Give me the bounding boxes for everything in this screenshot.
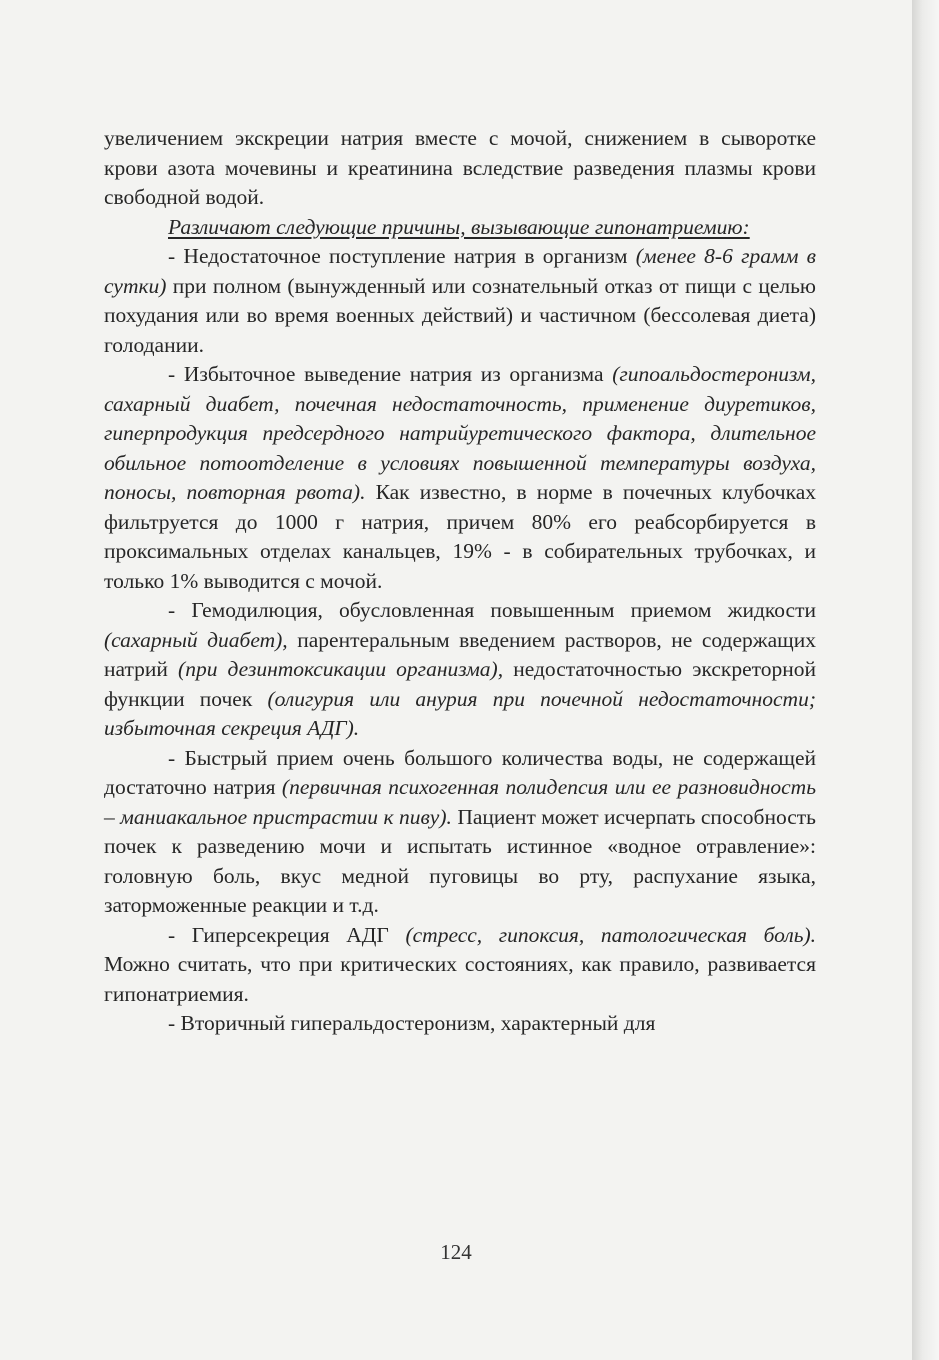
causes-heading-text: Различают следующие причины, вызывающие гипонатриемию: — [168, 214, 750, 239]
cause-3-italic-2: (при дезинтоксикации организма), — [178, 657, 504, 681]
cause-2-lead: - Избыточное выведение натрия из организма — [168, 362, 604, 386]
cause-paragraph-6 — [104, 1009, 816, 1039]
cause-paragraph-5 — [104, 921, 816, 1010]
cause-1-italic: (менее 8-6 грамм в сутки) — [104, 244, 817, 298]
cause-5-text: Можно считать, что при критических состояниях, как правило, развивается гипонатриемия. — [104, 952, 816, 1006]
page-edge-shadow — [912, 0, 939, 1360]
cause-6-lead: - Вторичный гиперальдостеронизм, характерный для — [168, 1011, 656, 1035]
cause-paragraph-1 — [104, 242, 816, 360]
cause-paragraph-3 — [104, 596, 816, 744]
cause-2-text: Как известно, в норме в почечных клубочках фильтруется до 1000 г натрия, причем 80% его реабсорбируется в проксимальных отделах канальцев, 19% - в собирательных трубочках, и только 1% выводится с мочой. — [104, 480, 816, 593]
body-text — [104, 124, 816, 1039]
causes-heading — [104, 213, 816, 243]
cause-paragraph-4 — [104, 744, 816, 921]
cause-5-lead: - Гиперсекреция АДГ — [168, 922, 389, 947]
cause-4-text: Пациент может исчерпать способность почек к разведению мочи и испытать истинное «водное отравление»: головную боль, вкус медной пуговицы во рту, распухание языка, заторможенные реакции и т.д. — [104, 804, 816, 917]
cause-paragraph-2 — [104, 360, 816, 596]
cause-2-italic: (гипоальдостеронизм, сахарный диабет, почечная недостаточность, применение диуретиков, гиперпродукция предсердного натрийуретического фактора, длительное обильное потоотделение в условиях повышенной температуры воздуха, поносы, повторная рвота). — [104, 362, 816, 504]
cause-3-italic: (сахарный диабет), — [104, 627, 288, 652]
cause-1-text: при полном (вынужденный или сознательный отказ от пищи с целью похудания или во время военных действий) и частичном (бессолевая диета) голодании. — [104, 273, 816, 357]
cause-4-lead: - Быстрый прием очень большого количества воды, не содержащей достаточно натрия — [104, 745, 816, 799]
cause-3-text-2: недостаточностью экскреторной функции почек — [104, 657, 817, 711]
cause-3-text: парентеральным введением растворов, не содержащих натрий — [104, 627, 816, 681]
continuation-paragraph: увеличением экскреции натрия вместе с мочой, снижением в сыворотке крови азота мочевины и креатинина вследствие разведения плазмы крови свободной водой. — [104, 126, 816, 209]
cause-1-lead: - Недостаточное поступление натрия в организм — [168, 244, 628, 268]
cause-3-lead: - Гемодилюция, обусловленная повышенным приемом жидкости — [168, 598, 816, 622]
cause-5-italic: (стресс, гипоксия, патологическая боль). — [405, 922, 817, 947]
cause-3-italic-3: (олигурия или анурия при почечной недостаточности; избыточная секреция АДГ). — [104, 686, 816, 740]
cause-4-italic: (первичная психогенная полидепсия или ее разновидность – маниакальное пристрастии к пиву). — [104, 775, 816, 829]
page-number: 124 — [440, 1240, 472, 1264]
